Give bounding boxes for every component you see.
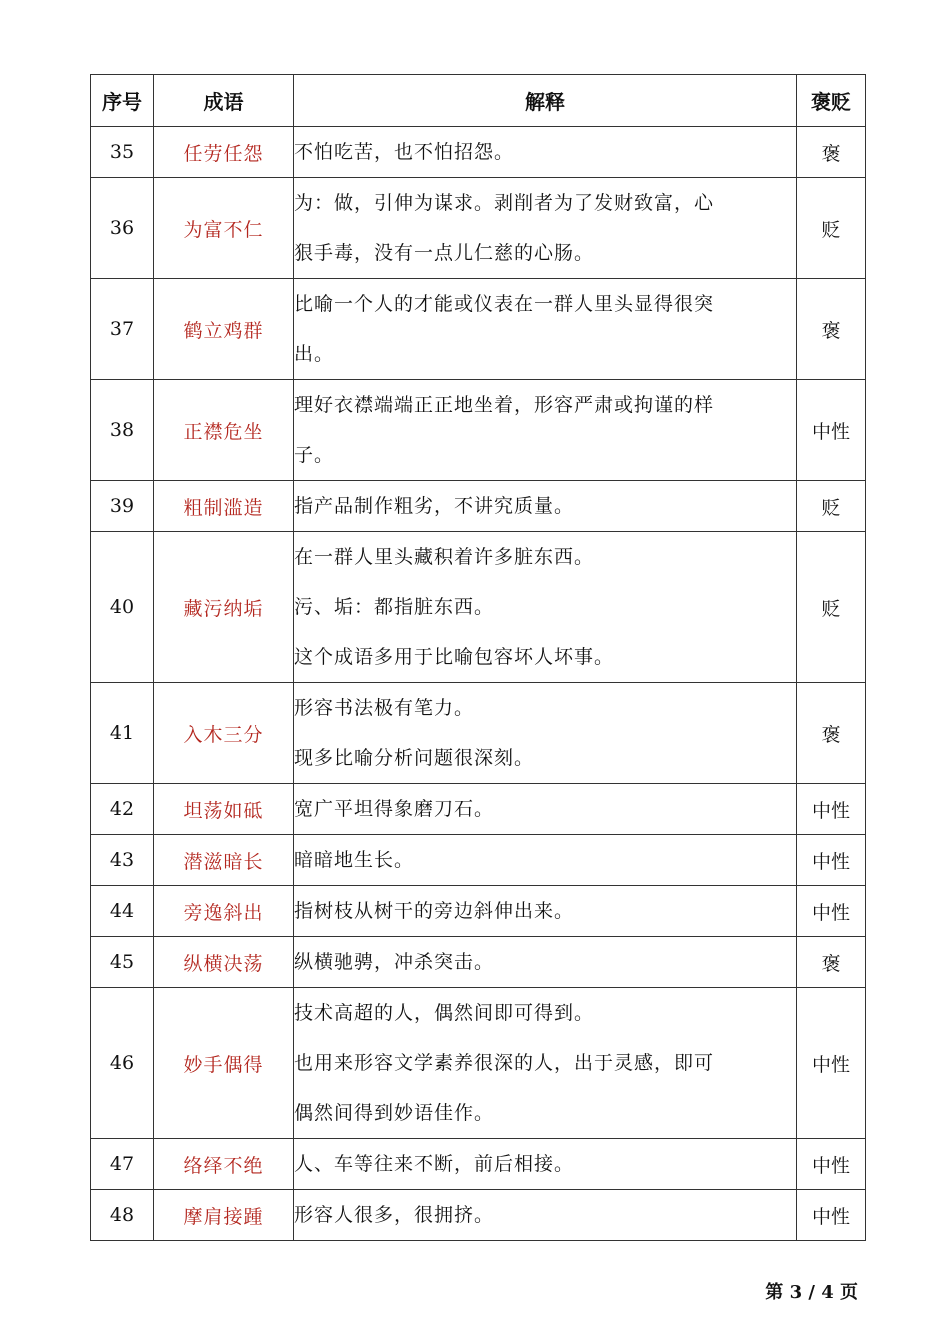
explanation-cell — [294, 532, 797, 683]
explanation-cell — [294, 1190, 797, 1241]
idiom-cell: 坦荡如砥 — [154, 784, 294, 835]
row-number: 44 — [91, 886, 154, 937]
explanation-line: 出。 — [294, 343, 335, 365]
explanation-line: 比喻一个人的才能或仪表在一群人里头显得很突 — [294, 293, 715, 315]
row-number: 39 — [91, 481, 154, 532]
table-row — [91, 532, 866, 683]
row-number: 43 — [91, 835, 154, 886]
table-row — [91, 886, 866, 937]
sentiment-cell: 褒 — [797, 127, 866, 178]
header-explanation: 解释 — [294, 75, 797, 127]
sentiment-cell: 中性 — [797, 988, 866, 1139]
explanation-line: 形容人很多，很拥挤。 — [294, 1204, 495, 1226]
idiom-cell: 纵横决荡 — [154, 937, 294, 988]
sentiment-cell: 中性 — [797, 784, 866, 835]
table-row — [91, 835, 866, 886]
row-number: 38 — [91, 380, 154, 481]
explanation-line: 宽广平坦得象磨刀石。 — [294, 798, 495, 820]
explanation-cell — [294, 835, 797, 886]
sentiment-cell: 贬 — [797, 481, 866, 532]
idiom-table — [90, 74, 866, 1241]
explanation-line: 为：做，引伸为谋求。剥削者为了发财致富，心 — [294, 192, 715, 214]
sentiment-cell: 中性 — [797, 380, 866, 481]
table-row — [91, 127, 866, 178]
sentiment-cell: 中性 — [797, 1139, 866, 1190]
idiom-cell: 入木三分 — [154, 683, 294, 784]
row-number: 35 — [91, 127, 154, 178]
idiom-cell: 粗制滥造 — [154, 481, 294, 532]
header-num: 序号 — [91, 75, 154, 127]
explanation-line: 纵横驰骋，冲杀突击。 — [294, 951, 495, 973]
table-row — [91, 1190, 866, 1241]
explanation-line: 指产品制作粗劣，不讲究质量。 — [294, 495, 575, 517]
explanation-line: 指树枝从树干的旁边斜伸出来。 — [294, 900, 575, 922]
table-row — [91, 481, 866, 532]
row-number: 45 — [91, 937, 154, 988]
sentiment-cell: 贬 — [797, 532, 866, 683]
explanation-line: 污、垢：都指脏东西。 — [294, 596, 495, 618]
idiom-cell: 妙手偶得 — [154, 988, 294, 1139]
idiom-cell: 藏污纳垢 — [154, 532, 294, 683]
explanation-cell — [294, 481, 797, 532]
explanation-line: 人、车等往来不断，前后相接。 — [294, 1153, 575, 1175]
row-number: 42 — [91, 784, 154, 835]
idiom-cell: 为富不仁 — [154, 178, 294, 279]
table-row — [91, 937, 866, 988]
row-number: 48 — [91, 1190, 154, 1241]
explanation-line: 狠手毒，没有一点儿仁慈的心肠。 — [294, 242, 595, 264]
sentiment-cell: 中性 — [797, 835, 866, 886]
explanation-cell — [294, 683, 797, 784]
explanation-line: 现多比喻分析问题很深刻。 — [294, 747, 535, 769]
explanation-line: 子。 — [294, 444, 335, 466]
explanation-cell — [294, 1139, 797, 1190]
row-number: 36 — [91, 178, 154, 279]
explanation-line: 理好衣襟端端正正地坐着，形容严肃或拘谨的样 — [294, 394, 715, 416]
explanation-cell — [294, 279, 797, 380]
idiom-cell: 潜滋暗长 — [154, 835, 294, 886]
table-row — [91, 279, 866, 380]
sentiment-cell: 中性 — [797, 1190, 866, 1241]
sentiment-cell: 褒 — [797, 937, 866, 988]
sentiment-cell: 褒 — [797, 279, 866, 380]
explanation-line: 在一群人里头藏积着许多脏东西。 — [294, 546, 595, 568]
explanation-line: 不怕吃苦，也不怕招怨。 — [294, 141, 515, 163]
table-header-row — [91, 75, 866, 127]
row-number: 41 — [91, 683, 154, 784]
row-number: 46 — [91, 988, 154, 1139]
idiom-cell: 任劳任怨 — [154, 127, 294, 178]
explanation-cell — [294, 886, 797, 937]
row-number: 40 — [91, 532, 154, 683]
explanation-line: 偶然间得到妙语佳作。 — [294, 1102, 495, 1124]
table-row — [91, 178, 866, 279]
row-number: 47 — [91, 1139, 154, 1190]
explanation-cell — [294, 127, 797, 178]
idiom-cell: 络绎不绝 — [154, 1139, 294, 1190]
idiom-cell: 摩肩接踵 — [154, 1190, 294, 1241]
table-row — [91, 784, 866, 835]
explanation-cell — [294, 178, 797, 279]
explanation-line: 形容书法极有笔力。 — [294, 697, 475, 719]
explanation-line: 这个成语多用于比喻包容坏人坏事。 — [294, 646, 615, 668]
table-row — [91, 683, 866, 784]
idiom-cell: 正襟危坐 — [154, 380, 294, 481]
explanation-line: 也用来形容文学素养很深的人，出于灵感，即可 — [294, 1052, 715, 1074]
table-row — [91, 380, 866, 481]
row-number: 37 — [91, 279, 154, 380]
header-idiom: 成语 — [154, 75, 294, 127]
explanation-cell — [294, 937, 797, 988]
sentiment-cell: 褒 — [797, 683, 866, 784]
explanation-line: 技术高超的人，偶然间即可得到。 — [294, 1002, 595, 1024]
explanation-cell — [294, 784, 797, 835]
table-row — [91, 1139, 866, 1190]
page-number: 第 3 / 4 页 — [765, 1282, 858, 1303]
idiom-cell: 鹤立鸡群 — [154, 279, 294, 380]
header-sentiment: 褒贬 — [797, 75, 866, 127]
sentiment-cell: 贬 — [797, 178, 866, 279]
explanation-line: 暗暗地生长。 — [294, 849, 415, 871]
table-body — [91, 127, 866, 1241]
explanation-cell — [294, 380, 797, 481]
sentiment-cell: 中性 — [797, 886, 866, 937]
idiom-cell: 旁逸斜出 — [154, 886, 294, 937]
table-row — [91, 988, 866, 1139]
explanation-cell — [294, 988, 797, 1139]
